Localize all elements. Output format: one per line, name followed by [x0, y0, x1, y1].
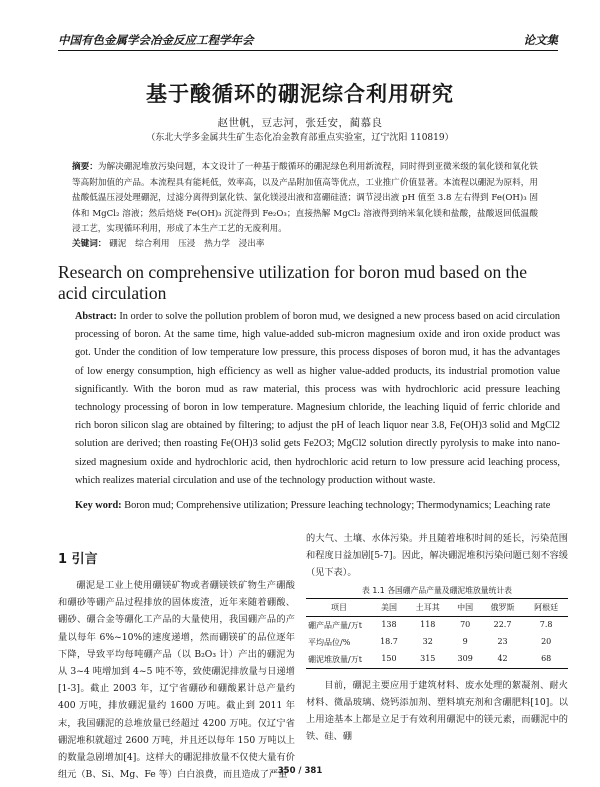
author-list: 赵世帆，豆志河，张廷安，蔺慕良	[217, 117, 383, 129]
page-title: 基于酸循环的硼泥综合利用研究	[146, 82, 454, 106]
table-header-cell: 项目	[306, 598, 372, 616]
running-header	[58, 32, 558, 51]
table-header-cell: 中国	[450, 598, 481, 616]
section-heading-introduction: 1 引言	[58, 552, 98, 567]
english-keywords	[75, 497, 560, 515]
left-column	[58, 548, 295, 781]
english-title: Research on comprehensive utilization for boron mud based on the acid circulation	[58, 262, 527, 303]
table-cell: 138	[381, 619, 397, 629]
body-paragraph: 硼泥是工业上使用硼镁矿物或者硼镁铁矿物生产硼酸和硼砂等硼产品过程排放的固体废渣，近年来随着硼酸、硼砂、硼合金等硼化工产品的大量使用，我国硼产品的产量以每年 6%~10%的速度递增，然而硼镁矿的品位逐年下降，导致平均每吨硼产品（以 B₂O₃ 计）产出的硼泥为从 3~4 吨增加到 4~5 吨不等，致使硼泥排放量与日递增[1-3]。截止 2003 年，辽宁省硼砂和硼酸累计总产量约 400 万吨，排放硼泥量约 1600 万吨。截止到 2011 年末，我国硼泥的总堆放量已经超过 4200 万吨。仅辽宁省硼泥堆积就超过 2600 万吨，并且还以每年 150 万吨以上的数量急剧增加[4]。这样大的硼泥排放量不仅使大量有价组元（B、Si、Mg、Fe 等）白白浪费，而且造成了严重	[58, 580, 295, 781]
table-cell: 309	[457, 653, 473, 663]
table-cell: 118	[420, 619, 436, 629]
body-paragraph: 目前，硼泥主要应用于建筑材料、废水处理的絮凝剂、耐火材料、微晶玻璃、烧钙添加剂、塑料填充剂和含硼肥料[10]。以上用途基本上都是立足于有效利用硼泥中的镁元素，而硼泥中的铁、硅、硼	[306, 679, 568, 743]
table-header-cell: 美国	[372, 598, 406, 616]
table-row-label: 硼产品产量/万t	[308, 620, 362, 630]
table-row	[306, 651, 568, 669]
table-cell: 23	[497, 636, 508, 646]
english-abstract	[75, 308, 560, 490]
table-cell: 68	[541, 653, 552, 663]
table-cell: 20	[541, 636, 552, 646]
table-cell: 9	[462, 636, 468, 646]
boron-stats-table	[306, 598, 568, 669]
table-cell: 18.7	[380, 636, 398, 646]
table-header-cell: 俄罗斯	[481, 598, 525, 616]
table-cell: 7.8	[539, 619, 553, 629]
table-cell: 42	[497, 653, 508, 663]
table-cell: 32	[422, 636, 433, 646]
keyword: 压浸	[178, 239, 196, 249]
chinese-abstract-text: 为解决硼泥堆放污染问题，本文设计了一种基于酸循环的硼泥绿色利用新流程，同时得到亚微米级的氧化镁和氧化铁等高附加值的产品。本流程具有能耗低，效率高，以及产品附加值高等优点，工业推广价值显著。本流程以硼泥为原料，用盐酸低温压浸处理硼泥，过滤分离得到氯化铁、氯化镁浸出液和富硼硅渣；调节浸出液 pH 值至 3.8 左右得到 Fe(OH)₃ 固体和 MgCl₂ 溶液；然后焙烧 Fe(OH)₃ 沉淀得到 Fe₂O₃；直接热解 MgCl₂ 溶液得到纳米氧化镁和盐酸，盐酸返回低温酸浸工艺，实现循环利用，形成了本生产工艺的无废利用。	[72, 162, 538, 234]
right-column	[306, 530, 568, 759]
english-abstract-label: Abstract:	[75, 311, 117, 322]
header-section-name: 论文集	[523, 33, 558, 47]
chinese-abstract-label: 摘要：	[72, 162, 98, 172]
table-cell: 70	[460, 619, 471, 629]
header-conference-name: 中国有色金属学会冶金反应工程学年会	[58, 33, 254, 47]
table-cell: 150	[381, 653, 397, 663]
table-cell: 315	[420, 653, 436, 663]
table-header-cell: 阿根廷	[524, 598, 568, 616]
keyword: 热力学	[204, 239, 230, 249]
keyword: 综合利用	[135, 239, 170, 249]
chinese-abstract	[72, 160, 538, 238]
table-caption: 表 1.1 各国硼产品产量及硼泥堆放量统计表	[362, 585, 512, 595]
table-row-label: 平均品位/%	[308, 637, 351, 647]
english-abstract-text: In order to solve the pollution problem of boron mud, we designed a new process based on acid circulation processing of boron. At the same time, high value-added sub-micron magnesium oxide and iron oxide product was got. Under the condition of low temperature low pressure, this process disposes of boron mud, it has the advantages of low energy consumption, high efficiency as well as higher value-added products, its industrial promotion value significantly. With the boron mud as raw material, this process was with hydrochloric acid pressure leaching technology processing of boron in low temperature. Magnesium chloride, the leaching liquid of ferric chloride and rich boron silicon slag are obtained by filtering; to adjust the pH of leach liquor near 3.8, Fe(OH)3 solid and MgCl2 solution are derived; then roasting Fe(OH)3 solid gets Fe2O3; MgCl2 solution directly pyrolysis to make into nano-sized magnesium oxide and hydrochloric acid, then hydrochloric acid return to low pressure acid leaching process, which realizes material circulation and use of the technology production without waste.	[75, 311, 560, 486]
affiliation: （东北大学多金属共生矿生态化冶金教育部重点实验室，辽宁沈阳 110819）	[146, 133, 454, 143]
table-header-cell: 土耳其	[406, 598, 450, 616]
english-keywords-label: Key word:	[75, 500, 122, 511]
table-row	[306, 616, 568, 634]
table-row	[306, 634, 568, 651]
table-header-row	[306, 598, 568, 616]
keyword: 硼泥	[109, 239, 127, 249]
body-paragraph: 的大气、土壤、水体污染。并且随着堆积时间的延长，污染范围和程度日益加剧[5-7]。因此，解决硼泥堆积污染问题已刻不容缓（见下表）。	[306, 533, 568, 579]
page-number: 350 / 381	[277, 766, 323, 776]
english-keywords-text: Boron mud; Comprehensive utilization; Pressure leaching technology; Thermodynamics; Leaching rate	[124, 500, 551, 511]
table-row-label: 硼泥堆放量/万t	[308, 654, 362, 664]
chinese-keywords	[72, 237, 538, 251]
keyword: 浸出率	[238, 239, 265, 249]
table-cell: 22.7	[493, 619, 512, 629]
chinese-keywords-label: 关键词：	[72, 239, 107, 249]
